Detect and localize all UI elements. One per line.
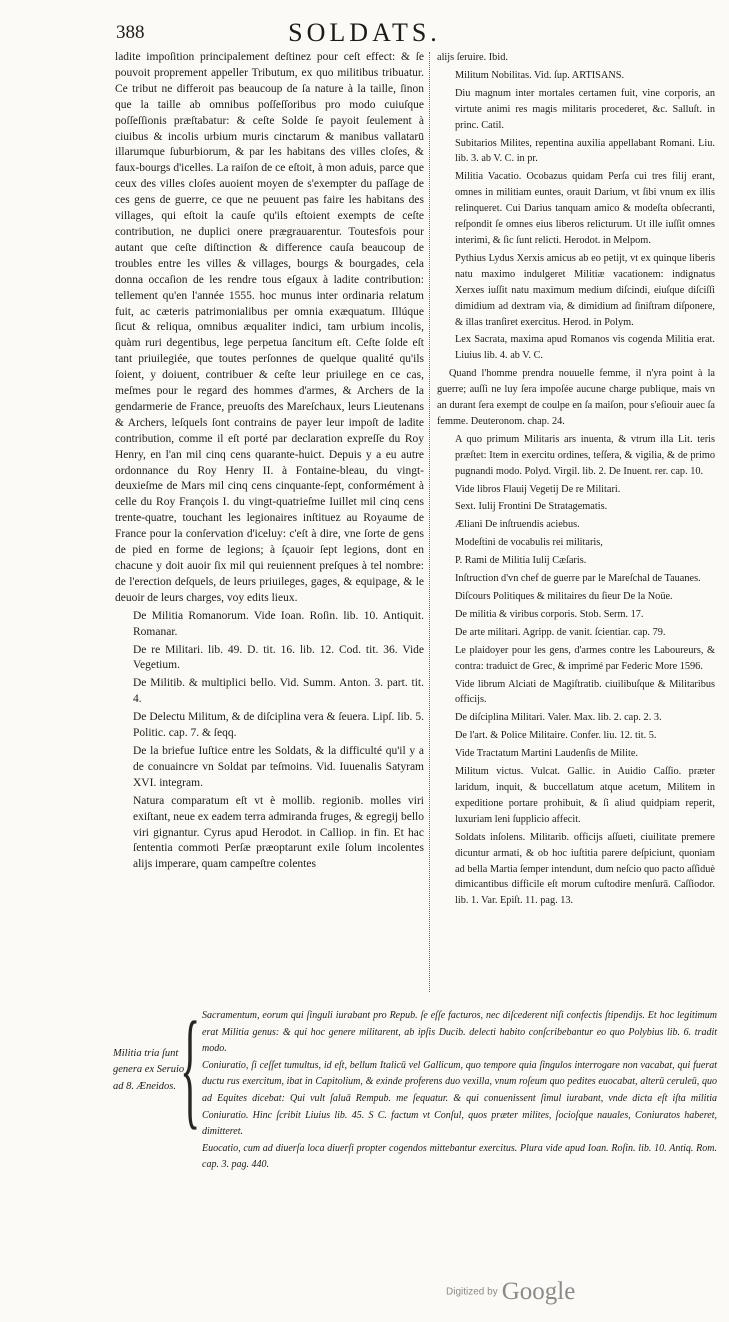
column-divider	[429, 52, 430, 992]
left-reference: De Militia Romanorum. Vide Ioan. Roſin. lib. 10. Antiquit. Romanar.	[133, 609, 424, 638]
right-entry: Militum victus. Vulcat. Gallic. in Auidio Caſſio. præter laridum, inquit, & buccellatum atque acetum, Militem in expeditione portare prohibuit, & ſi aliud quidpiam reperit, luxuriam leni ſupplicio affecit.	[455, 766, 715, 825]
right-entry: De l'art. & Police Militaire. Confer. liu. 12. tit. 5.	[455, 730, 657, 742]
curly-brace-icon: {	[180, 994, 201, 1141]
footnote-coniuratio: Coniuratio, ſi ceſſet tumultus, id eſt, bellum Italicū vel Gallicum, quo tempore quia ſingulos interrogare non vacabat, qui fuerat ductu rus exercitum, ibat in Capitolium, & exinde proferens duo vexilla, vnum roſeum quo pedites euocabat, alterū ceruleū, quo ad Equites dicebat: Qui vult ſaluā Rempub. me ſequatur. & qui conuenissent ſimul iurabant, vnde dicta eſt iſta militia Coniuratio. Hinc ſcribit Liuius lib. 45. S C. factum vt Conſul, quos præter milites, ſocioſque nauales, Coniuratos haberet, dimitteret.	[202, 1059, 717, 1138]
right-entry: Pythius Lydus Xerxis amicus ab eo petijt, vt ex quinque liberis natu maximo indulgeret Militiæ vacationem: indignatus Xerxes iuſſit natu maximum medium diſcindi, eiuſque diſciſſi dimidium ad dextram via, & dimidium ad ſiniſtram diſponere, & illas tranſiret exercitus. Herod. in Polym.	[455, 252, 715, 328]
footnote-sacramentum: Sacramentum, eorum qui ſinguli iurabant pro Repub. ſe eſſe facturos, nec diſcederent niſi confectis ſtipendijs. Et hoc legitimum erat Militia genus: & qui hoc genere militarent, ab ipſis Ducib. delecti habito conſcribebantur eo quo Polybius lib. 6. tradit modo.	[202, 1010, 717, 1055]
right-entry: Diu magnum inter mortales certamen fuit, vine corporis, an virtute animi res magis militaris procederet, &c. Salluſt. in princ. Catil.	[455, 87, 715, 131]
right-entry: Militum Nobilitas. Vid. ſup. ARTISANS.	[455, 69, 625, 81]
left-column	[115, 50, 424, 875]
right-entry: Diſcours Politiques & militaires du ſieur De la Noüe.	[455, 591, 673, 602]
right-entry: De diſciplina Militari. Valer. Max. lib. 2. cap. 2. 3.	[455, 712, 662, 724]
footnote-euocatio: Euocatio, cum ad diuerſa loca diuerſi propter cogendos mittebantur exercitus. Plura vide apud Ioan. Roſin. lib. 10. Antiq. Rom. cap. 3. pag. 440.	[202, 1142, 717, 1171]
right-entry: De arte militari. Agripp. de vanit. ſcientiar. cap. 79.	[455, 626, 666, 638]
right-entry: Le plaidoyer pour les gens, d'armes contre les Laboureurs, & contra: traduict de Grec, & imprimé par Federic More 1596.	[455, 644, 715, 672]
right-entry: De militia & viribus corporis. Stob. Serm. 17.	[455, 608, 644, 620]
right-entry: Militia Vacatio. Ocobazus quidam Perſa cui tres filij erant, omnes in militiam euntes, orauit Darium, vt ſibi vnum ex illis relinqueret. Cui Darius tanquam amico & modeſta obſecranti, reſpondit ſe omnes eius liberos relicturum. Ut ille iuſſit omnes interimi, & ſic ſunt relicti. Herodot. in Melpom.	[455, 171, 715, 246]
right-entry: Vide libros Flauij Vegetij De re Militari.	[455, 483, 621, 495]
left-reference: De Militib. & multiplici bello. Vid. Summ. Anton. 3. part. tit. 4.	[133, 677, 424, 706]
right-entry: Vide Tractatum Martini Laudenſis de Milite.	[455, 748, 638, 760]
right-entry: Modeſtini de vocabulis rei militaris,	[455, 537, 603, 549]
right-entry: Sext. Iulij Frontini De Stratagematis.	[455, 501, 608, 513]
right-entry: Lex Sacrata, maxima apud Romanos vis cogenda Militia erat. Liuius lib. 4. ab V. C.	[455, 334, 715, 362]
digitization-watermark	[446, 1278, 575, 1306]
right-entry: Vide librum Alciati de Magiſtratib. ciuilibuſque & Militaribus officijs.	[455, 678, 715, 706]
left-reference: De Delectu Militum, & de diſciplina vera & ſeuera. Lipſ. lib. 5. Politic. cap. 7. & ſeqq.	[133, 711, 424, 740]
right-entry: alijs ſeruire. Ibid.	[437, 52, 508, 63]
right-column	[437, 50, 715, 911]
left-paragraph-main: ladite impoſition principalement deſtinez pour ceſt effect: & ſe pouvoit proprement appeller Tributum, ex quo militibus tribuatur. Ce tribut ne differoit pas beaucoup de ſa nature à la taille, ſinon que la taille ab omnibus poſſeſſoribus pro modo cuiuſque poſſeſſionis præſtabatur: & ceſte Solde ſe payoit ſeulement à ciuibus & incolis urbium muris cinctarum & manibus vallatarū illarumque ſuburbiorum, & par les habitans des villes cloſes, & faux-bourgs d'icelles. La raiſon de ce eſtoit, à mon aduis, parce que ceux des villes cloſes auoient moyen de s'exempter du paſſage de ces gens de guerre, ce que ne peuuent pas faire les habitans des villages, qui eſtoit la cauſe qu'ils eſtoient exempts de ceſte contribution, ne duplici onere prægrauarentur. Toutesfois pour autant que ceſte diſtinction & difference cauſa beaucoup de troubles entre les villes & villages, bourgs & bourgades, cela donna occaſion de les rendre tous eſgaux à ladite contribution: tellement qu'en l'année 1555. hoc munus inter ordinaria relatum fuit, ac cæteris patrimonialibus per omnia exæquatum. Illúque ſicut & reliqua, omnibus æqualiter indici, tam urbium incolis, quàm ruri degentibus, lege perpetua ſancitum eſt. Ceſte ſolde eſt tant priuilegiée, que toutes perſonnes de quelque qualité qu'ils ſoient, y doiuent, contribuer & ceſte leur priuilege en ce cas, meſmes pour le regard des hommes d'armes, & Archers de la gendarmerie de France, preuoſts des Mareſchaux, leurs Lieutenans & Archers, leſquels ſont contrains de payer leur impoſt de ladite contribution, comme il eſt porté par declaration expreſſe du Roy Henry, en l'an mil cinq cens quarante-huict. Depuis y a eu autre ordonnance du Roy Henry II. à Fontaine-bleau, du vingt-deuxieſme de Mars mil cinq cens cinquante-ſept, conformément à celle du Roy François I. du vingt-quatrieſme Iuillet mil cinq cens trente-quatre, touchant les legionaires inſtituez au Royaume de France pour la conſervation d'iceluy: c'eſt à dire, vne ſorte de gens de pied en forme de legions; à ſçauoir ſept legions, dont en chacune y doit auoir ſix mil qui reuiennent preſques à tel nombre: de l'erection deſquels, de leurs priuileges, gages, & equipage, & le deuoir de leurs charges, voy edits lieux.	[115, 51, 424, 604]
right-entry: Quand l'homme prendra nouuelle femme, il n'yra point à la guerre; auſſi ne luy ſera impoſée aucune charge publique, mais vn an durant ſera exempt de coulpe en ſa maiſon, pour s'eſiouir auec ſa femme. Deuteronom. chap. 24.	[437, 368, 715, 427]
right-entry: Soldats inſolens. Militarib. officijs aſſueti, ciuilitate premere dicuntur armati, & ob hoc iuſtitia parere deſpiciunt, quoniam ad bella Martia ſemper intendunt, dum neſcio quo pacto aſſiduè dimicantibus difficile eſt morum cuſtodire menſurā. Caſſiodor. lib. 1. Var. Epiſt. 11. pag. 13.	[455, 831, 715, 907]
margin-note: Militia tria ſunt genera ex Seruio ad 8. Æneidos.	[113, 1048, 185, 1092]
left-reference: De la briefue Iuſtice entre les Soldats, & la difficulté qu'il y a de conuaincre vn Soldat par teſmoins. Vid. Iuuenalis Satyram XVI. integram.	[133, 744, 424, 789]
right-entry: A quo primum Militaris ars inuenta, & vtrum illa Lit. teris præſtet: Item in exercitu ordines, teſſera, & vigilia, & de primo pugnandi modo. Polyd. Virgil. lib. 2. De Inuent. rer. cap. 10.	[455, 433, 715, 477]
right-entry: Inſtruction d'vn chef de guerre par le Mareſchal de Tauanes.	[455, 573, 701, 585]
right-entry: Æliani De inſtruendis aciebus.	[455, 519, 580, 531]
right-entry: P. Rami de Militia Iulij Cæſaris.	[455, 555, 587, 567]
google-logo: Google	[501, 1278, 576, 1305]
page-number: 388	[116, 22, 145, 43]
left-reference: De re Militari. lib. 49. D. tit. 16. lib. 12. Cod. tit. 36. Vide Vegetium.	[133, 643, 424, 672]
watermark-prefix: Digitized by	[446, 1286, 498, 1298]
footnote-block	[202, 1008, 717, 1174]
running-head: SOLDATS.	[288, 18, 441, 47]
right-entry: Subitarios Milites, repentina auxilia appellabant Romani. Liu. lib. 3. ab V. C. in pr.	[455, 137, 715, 165]
left-reference: Natura comparatum eſt vt è mollib. regionib. molles viri exiſtant, neue ex eadem terra admiranda fruges, & egregij bello viri gignantur. Cyrus apud Herodot. in Calliop. in fin. Et hac ſententia commoti Perſæ præoptarunt exile ſolum incolentes alijs imperare, quam campeſtre colentes	[133, 794, 424, 871]
